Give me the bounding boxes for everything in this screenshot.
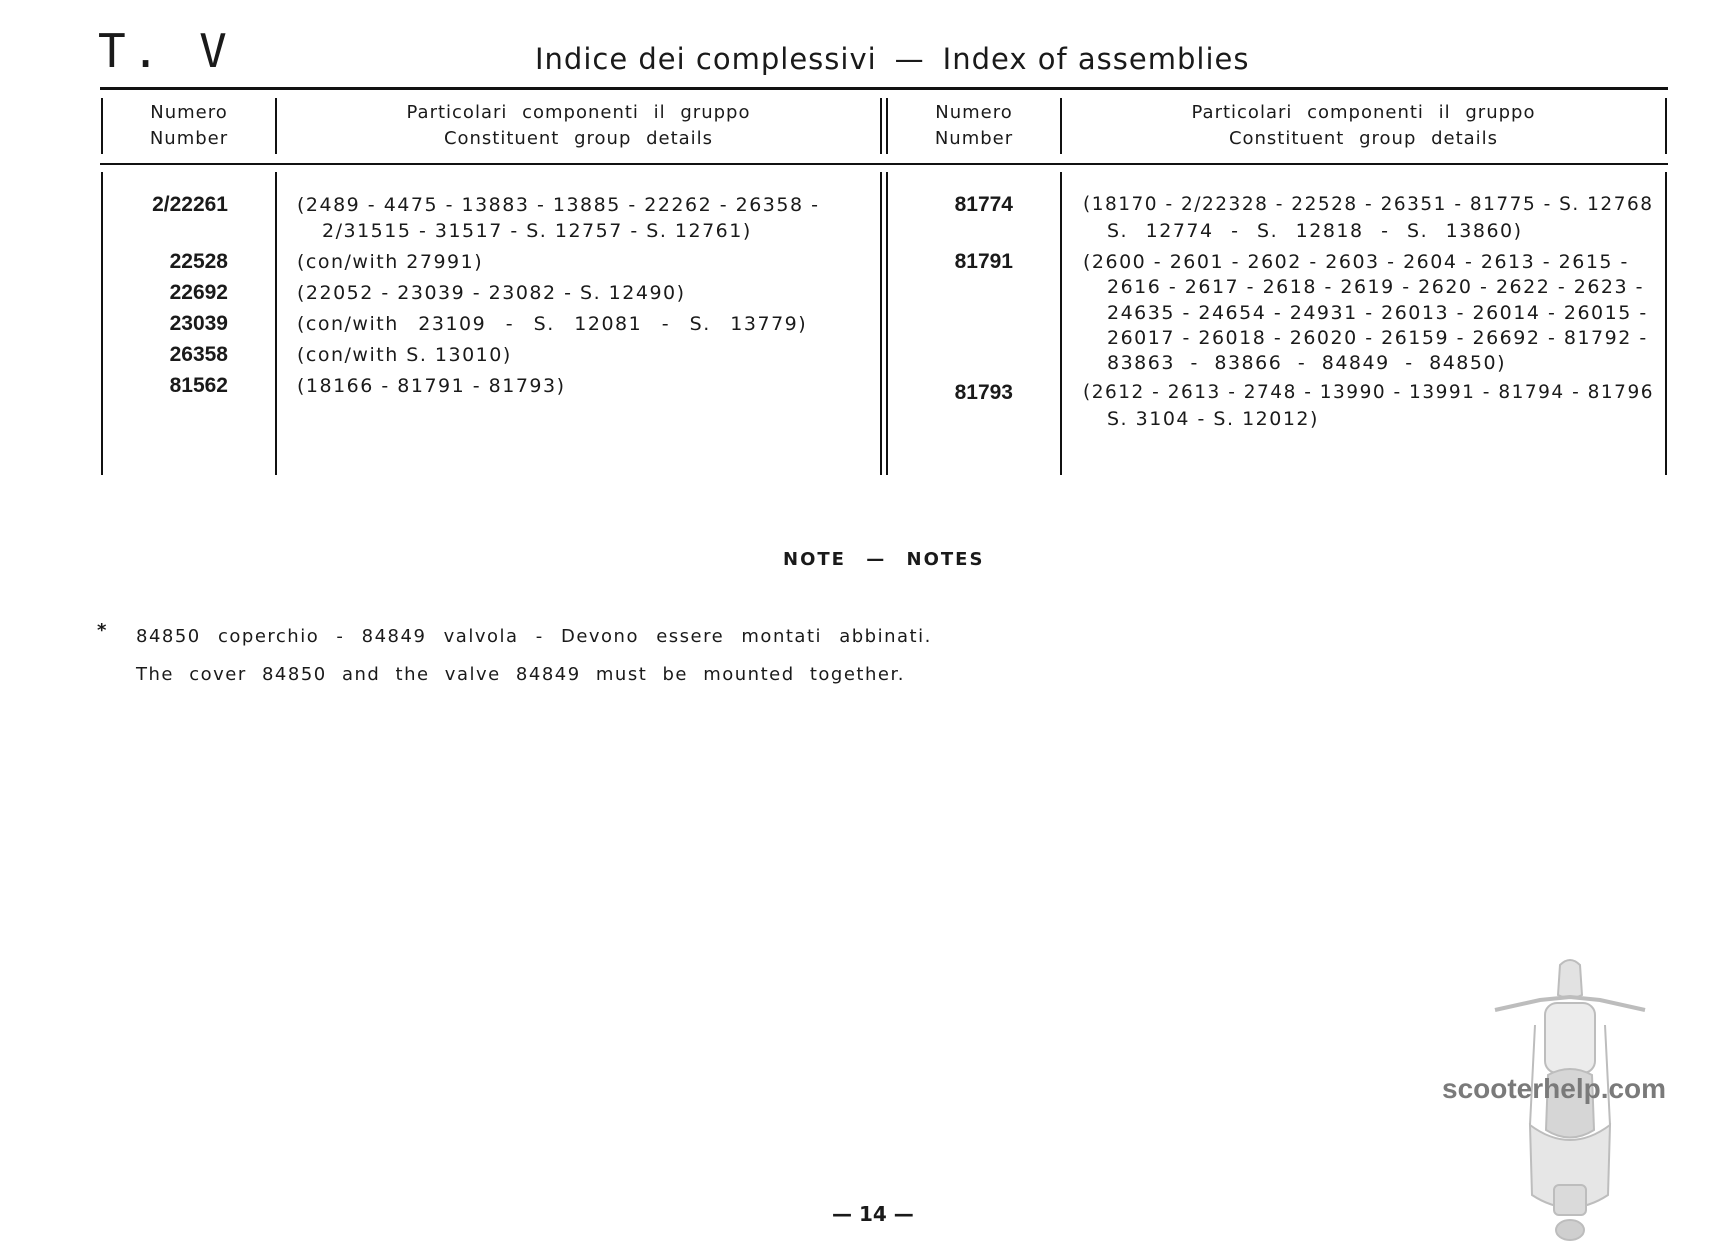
- header-bottom-rule: [100, 163, 1668, 165]
- assembly-details-line: (18166 - 81791 - 81793): [297, 375, 566, 397]
- assembly-details-line: (2489 - 4475 - 13883 - 13885 - 22262 - 26358 -: [297, 194, 820, 216]
- notes-title-it: NOTE: [783, 549, 846, 570]
- assembly-number: 81562: [169, 374, 228, 397]
- header-number-en: Number: [149, 128, 229, 149]
- assembly-details-line: (con/with 23109 - S. 12081 - S. 13779): [297, 313, 808, 335]
- notes-title-separator: —: [866, 549, 887, 570]
- title-separator: —: [894, 42, 925, 76]
- assembly-details-line: 83863 - 83866 - 84849 - 84850): [1107, 352, 1506, 374]
- col-divider: [1060, 172, 1062, 475]
- assembly-details-line: 26017 - 26018 - 26020 - 26159 - 26692 - 81792 -: [1107, 327, 1648, 349]
- table-code: T. V: [98, 24, 233, 78]
- assembly-details-line: 2/31515 - 31517 - S. 12757 - S. 12761): [322, 220, 752, 242]
- page-title-italian: Indice dei complessivi: [535, 42, 877, 76]
- col-divider: [101, 172, 103, 475]
- assembly-details-line: 24635 - 24654 - 24931 - 26013 - 26014 - 26015 -: [1107, 302, 1648, 324]
- page-title: [535, 42, 1249, 76]
- header-details-left: [277, 100, 880, 152]
- assembly-details-line: (18170 - 2/22328 - 22528 - 26351 - 81775 - S. 12768: [1083, 194, 1654, 215]
- header-details-en: Constituent group details: [1228, 128, 1499, 149]
- header-number-right: [888, 100, 1060, 152]
- assembly-number: 23039: [169, 312, 228, 335]
- col-divider-double: [880, 98, 882, 154]
- assembly-details-line: 2616 - 2617 - 2618 - 2619 - 2620 - 2622 - 2623 -: [1107, 276, 1644, 298]
- page-number: — 14 —: [832, 1202, 914, 1226]
- col-divider: [275, 172, 277, 475]
- assembly-details-line: (con/with 27991): [297, 251, 484, 273]
- notes-title: [783, 549, 984, 570]
- note-line-english: The cover 84850 and the valve 84849 must be mounted together.: [136, 664, 905, 685]
- header-details-en: Constituent group details: [443, 128, 714, 149]
- col-divider-double: [886, 172, 888, 475]
- header-number-en: Number: [934, 128, 1014, 149]
- assembly-number: 81791: [954, 250, 1013, 273]
- header-number-it: Numero: [150, 102, 228, 123]
- assembly-number: 26358: [169, 343, 228, 366]
- assembly-number: 2/22261: [152, 193, 228, 216]
- header-number-left: [103, 100, 275, 152]
- page-title-english: Index of assemblies: [942, 42, 1250, 76]
- note-bullet: *: [97, 620, 108, 641]
- assembly-number: 81793: [954, 381, 1013, 404]
- assembly-details-line: S. 3104 - S. 12012): [1107, 408, 1319, 430]
- assembly-details-line: (22052 - 23039 - 23082 - S. 12490): [297, 282, 686, 304]
- col-divider-double: [880, 172, 882, 475]
- watermark-text: scooterhelp.com: [1442, 1073, 1667, 1104]
- header-details-it: Particolari componenti il gruppo: [406, 102, 751, 123]
- col-divider: [1665, 172, 1667, 475]
- top-rule: [100, 87, 1668, 90]
- assembly-details-line: S. 12774 - S. 12818 - S. 13860): [1107, 220, 1523, 242]
- assembly-details-line: (2600 - 2601 - 2602 - 2603 - 2604 - 2613 - 2615 -: [1083, 251, 1629, 273]
- header-number-it: Numero: [935, 102, 1013, 123]
- assembly-details-line: (2612 - 2613 - 2748 - 13990 - 13991 - 81794 - 81796: [1083, 382, 1654, 403]
- header-details-it: Particolari componenti il gruppo: [1191, 102, 1536, 123]
- notes-title-en: NOTES: [906, 549, 985, 570]
- assembly-number: 22692: [169, 281, 228, 304]
- assembly-details-line: (con/with S. 13010): [297, 344, 512, 366]
- note-line-italian: 84850 coperchio - 84849 valvola - Devono essere montati abbinati.: [136, 626, 932, 647]
- assembly-number: 22528: [169, 250, 228, 273]
- col-divider: [1665, 98, 1667, 154]
- header-details-right: [1062, 100, 1665, 152]
- assembly-number: 81774: [954, 193, 1013, 216]
